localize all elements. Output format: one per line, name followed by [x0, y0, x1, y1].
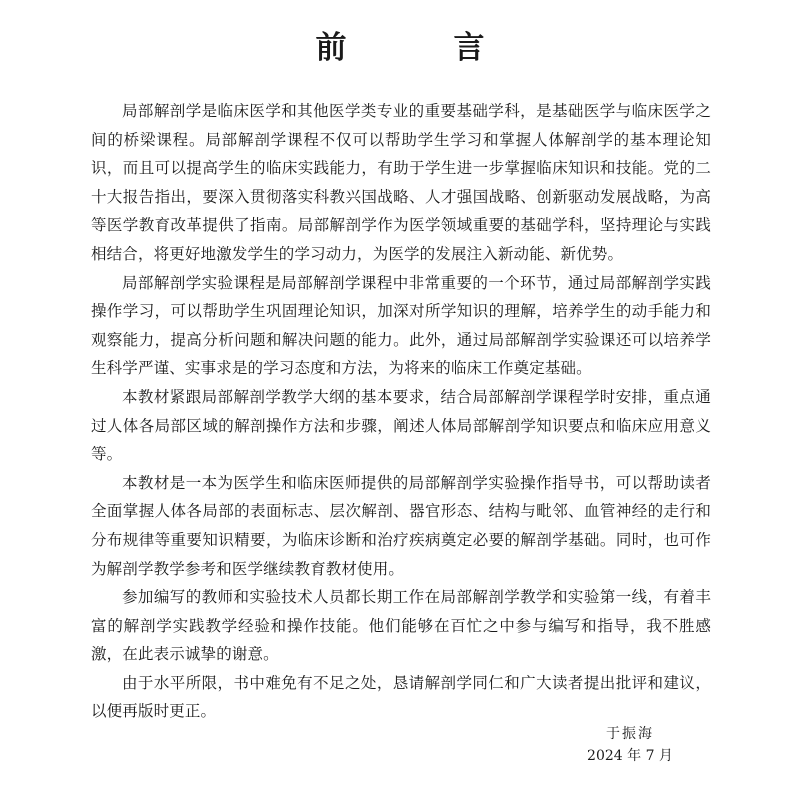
preface-body [91, 97, 711, 726]
paragraph: 局部解剖学实验课程是局部解剖学课程中非常重要的一个环节，通过局部解剖学实践操作学习，可以帮助学生巩固理论知识，加深对所学知识的理解，培养学生的动手能力和观察能力，提高分析问题和解决问题的能力。此外，通过局部解剖学实验课还可以培养学生科学严谨、实事求是的学习态度和方法，为将来的临床工作奠定基础。 [91, 273, 711, 378]
paragraph: 本教材是一本为医学生和临床医师提供的局部解剖学实验操作指导书，可以帮助读者全面掌握人体各局部的表面标志、层次解剖、器官形态、结构与毗邻、血管神经的走行和分布规律等重要知识精要，为临床诊断和治疗疾病奠定必要的解剖学基础。同时，也可作为解剖学教学参考和医学继续教育教材使用。 [91, 473, 711, 578]
signature-block [560, 723, 700, 767]
paragraph: 局部解剖学是临床医学和其他医学类专业的重要基础学科，是基础医学与临床医学之间的桥梁课程。局部解剖学课程不仅可以帮助学生学习和掌握人体解剖学的基本理论知识，而且可以提高学生的临床实践能力，有助于学生进一步掌握临床知识和技能。党的二十大报告指出，要深入贯彻落实科教兴国战略、人才强国战略、创新驱动发展战略，为高等医学教育改革提供了指南。局部解剖学作为医学领域重要的基础学科，坚持理论与实践相结合，将更好地激发学生的学习动力，为医学的发展注入新动能、新优势。 [91, 102, 711, 263]
page-title: 前 言 [315, 30, 523, 66]
paragraph: 由于水平所限，书中难免有不足之处，恳请解剖学同仁和广大读者提出批评和建议，以便再版时更正。 [91, 673, 711, 721]
signature-date: 2024 年 7 月 [587, 748, 673, 764]
paragraph: 参加编写的教师和实验技术人员都长期工作在局部解剖学教学和实验第一线，有着丰富的解剖学实践教学经验和操作技能。他们能够在百忙之中参与编写和指导，我不胜感激，在此表示诚挚的谢意。 [91, 588, 711, 664]
paragraph: 本教材紧跟局部解剖学教学大纲的基本要求，结合局部解剖学课程学时安排，重点通过人体各局部区域的解剖操作方法和步骤，阐述人体局部解剖学知识要点和临床应用意义等。 [91, 387, 711, 464]
author-name: 于振海 [606, 726, 654, 742]
